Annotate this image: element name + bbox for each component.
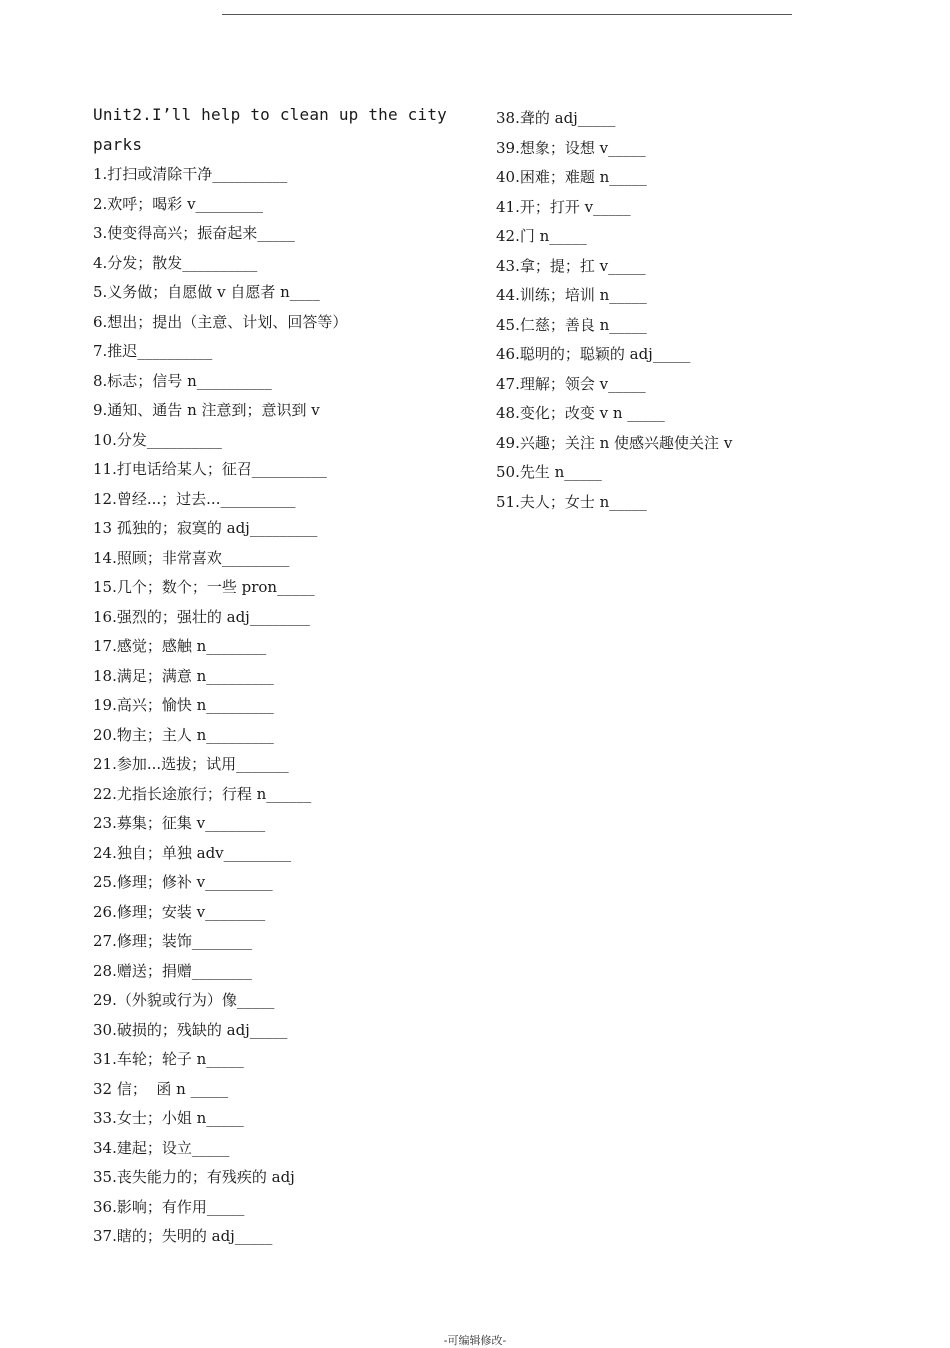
vocabulary-item: 32 信； 函 n _____ [93, 1079, 229, 1098]
vocabulary-item: 48.变化；改变 v n _____ [496, 404, 665, 422]
title-line-1: Unit2.I’ll help to clean up the city [93, 105, 447, 124]
vocabulary-item: 29.（外貌或行为）像_____ [93, 991, 275, 1009]
vocabulary-item: 30.破损的；残缺的 adj_____ [93, 1020, 288, 1039]
vocabulary-item: 7.推迟__________ [93, 342, 213, 360]
vocabulary-item: 14.照顾；非常喜欢_________ [93, 548, 290, 567]
vocabulary-list-left [93, 160, 468, 1252]
vocabulary-item: 19.高兴；愉快 n_________ [93, 696, 274, 714]
vocabulary-item: 24.独自；单独 adv_________ [93, 843, 292, 862]
vocabulary-item: 45.仁慈；善良 n_____ [496, 315, 647, 334]
vocabulary-item: 37.瞎的；失明的 adj_____ [93, 1227, 273, 1245]
vocabulary-item: 15.几个；数个；一些 pron_____ [93, 578, 315, 596]
vocabulary-item: 5.义务做；自愿做 v 自愿者 n____ [93, 283, 320, 301]
document-title [93, 100, 468, 159]
vocabulary-item: 6.想出；提出（主意、计划、回答等） [93, 312, 348, 331]
vocabulary-item: 4.分发；散发__________ [93, 253, 258, 272]
vocabulary-item: 51.夫人；女士 n_____ [496, 492, 647, 511]
vocabulary-item: 11.打电话给某人；征召__________ [93, 460, 327, 478]
vocabulary-item: 41.开；打开 v_____ [496, 197, 631, 216]
vocabulary-item: 35.丧失能力的；有残疾的 adj [93, 1168, 295, 1186]
vocabulary-item: 42.门 n_____ [496, 227, 587, 245]
vocabulary-item: 18.满足；满意 n_________ [93, 666, 274, 685]
vocabulary-item: 13 孤独的；寂寞的 adj_________ [93, 519, 318, 537]
right-column [496, 104, 796, 517]
vocabulary-item: 1.打扫或清除干净__________ [93, 165, 288, 183]
vocabulary-item: 40.困难；难题 n_____ [496, 168, 647, 186]
vocabulary-item: 33.女士；小姐 n_____ [93, 1109, 244, 1127]
vocabulary-item: 50.先生 n_____ [496, 463, 602, 481]
vocabulary-item: 8.标志；信号 n__________ [93, 371, 272, 390]
vocabulary-item: 12.曾经...；过去...__________ [93, 489, 296, 508]
page-footer: -可编辑修改- [443, 1334, 507, 1347]
vocabulary-item: 2.欢呼；喝彩 v_________ [93, 194, 264, 213]
vocabulary-item: 31.车轮；轮子 n_____ [93, 1050, 244, 1068]
vocabulary-item: 22.尤指长途旅行；行程 n______ [93, 784, 312, 803]
vocabulary-item: 20.物主；主人 n_________ [93, 725, 274, 744]
vocabulary-item: 34.建起；设立_____ [93, 1138, 230, 1157]
vocabulary-item: 26.修理；安装 v________ [93, 902, 266, 921]
vocabulary-item: 27.修理；装饰________ [93, 932, 252, 950]
vocabulary-item: 3.使变得高兴；振奋起来_____ [93, 224, 295, 242]
vocabulary-item: 16.强烈的；强壮的 adj________ [93, 607, 310, 626]
vocabulary-item: 43.拿；提；扛 v_____ [496, 256, 646, 275]
vocabulary-item: 46.聪明的；聪颖的 adj_____ [496, 345, 691, 363]
vocabulary-item: 47.理解；领会 v_____ [496, 374, 646, 393]
vocabulary-item: 39.想象；设想 v_____ [496, 138, 646, 157]
vocabulary-item: 21.参加...选拔；试用_______ [93, 755, 289, 773]
vocabulary-item: 10.分发__________ [93, 430, 222, 449]
vocabulary-item: 28.赠送；捐赠________ [93, 961, 252, 980]
vocabulary-item: 36.影响；有作用_____ [93, 1197, 245, 1216]
vocabulary-list-right [496, 104, 796, 517]
title-line-2: parks [93, 134, 143, 154]
left-column [93, 100, 468, 1252]
header-rule [222, 14, 792, 15]
vocabulary-item: 9.通知、通告 n 注意到；意识到 v [93, 401, 320, 419]
vocabulary-item: 49.兴趣；关注 n 使感兴趣使关注 v [496, 433, 733, 452]
vocabulary-item: 17.感觉；感触 n________ [93, 637, 267, 655]
vocabulary-item: 25.修理；修补 v_________ [93, 873, 273, 891]
vocabulary-item: 44.训练；培训 n_____ [496, 286, 647, 304]
vocabulary-item: 23.募集；征集 v________ [93, 814, 266, 832]
vocabulary-item: 38.聋的 adj_____ [496, 109, 616, 127]
